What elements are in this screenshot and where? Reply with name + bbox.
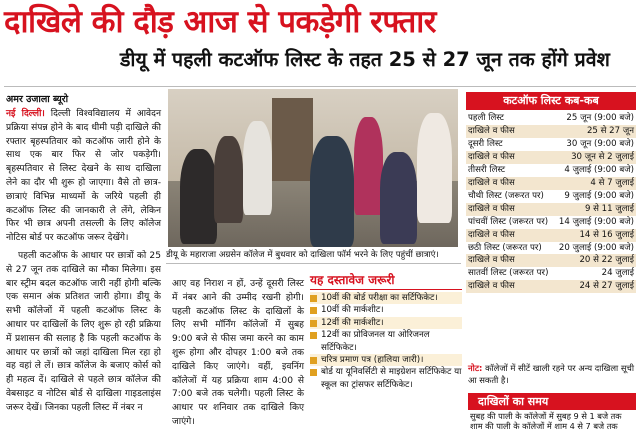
bullet-icon (310, 369, 317, 376)
table-row: दाखिले व फीस 14 से 16 जुलाई (468, 229, 634, 240)
article-column-1 (6, 108, 161, 246)
dateline: नई दिल्ली। (6, 109, 45, 119)
byline: अमर उजाला ब्यूरो (6, 94, 69, 105)
article-paragraph-1: दिल्ली विश्वविद्यालय में आवेदन प्रक्रिया संपन्न होने के बाद धीमी पड़ी दाखिले की रफ्तार बृहस्पतिवार को कटऑफ जारी होने के साथ एक बार फिर से जोर पकड़ेगी। बृहस्पतिवार से लिस्ट देखने के साथ दाखिला लेने का दौर भी शुरू हो जाएगा। वैसे तो छात्र-छात्राएं विभिन्न माध्यमों के जरिये पहली ही कटऑफ लिस्ट की जानकारी ले लेंगे, लेकिन फिर भी छात्र अपनी तसल्ली के लिए कॉलेज नोटिस बोर्ड पर कटऑफ जरूर देखेंगे। (6, 109, 161, 244)
admission-evening: शाम की पाली के कॉलेजों में शाम 4 से 7 बजे तक (470, 421, 618, 431)
table-row: पांचवीं लिस्ट (जरूरत पर) 14 जुलाई (9:00 बजे) (468, 216, 634, 227)
photo-student (417, 113, 452, 224)
photo-student (243, 121, 272, 216)
document-item: 10वीं की बोर्ड परीक्षा का सर्टिफिकेट। (310, 292, 462, 304)
cutoff-note (468, 362, 636, 386)
document-item: चरित्र प्रमाण पत्र (हालिया जारी)। (310, 354, 462, 366)
students-photo (168, 89, 458, 247)
cutoff-box-title: कटऑफ लिस्ट कब-कब (466, 92, 636, 110)
cutoff-table (466, 112, 636, 293)
bullet-icon (310, 295, 317, 302)
photo-student (180, 149, 218, 244)
table-row: दाखिले व फीस 24 से 27 जुलाई (468, 281, 634, 292)
table-row: चौथी लिस्ट (जरूरत पर) 9 जुलाई (9:00 बजे) (468, 190, 634, 201)
table-row: दूसरी लिस्ट 30 जून (9:00 बजे) (468, 138, 634, 149)
table-row: पहली लिस्ट 25 जून (9:00 बजे) (468, 113, 634, 123)
table-row: दाखिले व फीस 30 जून से 2 जुलाई (468, 151, 634, 162)
header-divider (4, 86, 636, 87)
document-item: 12वीं की मार्कशीट। (310, 317, 462, 329)
article-column-1-continued (6, 250, 161, 426)
admission-morning: सुबह की पाली के कॉलेजों में सुबह 9 से 1 बजे तक (470, 411, 622, 421)
admission-time-title: दाखिलों का समय (468, 393, 636, 410)
photo-door (272, 98, 313, 180)
photo-student (354, 117, 383, 215)
table-row: दाखिले व फीस 20 से 22 जुलाई (468, 255, 634, 266)
table-row: दाखिले व फीस 9 से 11 जुलाई (468, 203, 634, 214)
bullet-icon (310, 307, 317, 314)
photo-caption: डीयू के महाराजा अग्रसेन कॉलेज में बुधवार को दाखिला फॉर्म भरने के लिए पहुंचीं छात्राएं। (166, 250, 439, 260)
document-item: 10वीं की मार्कशीट। (310, 304, 462, 316)
admission-time-list (470, 411, 636, 431)
note-text: कॉलेजों में सीटें खाली रहने पर अन्य दाखिला सूची आ सकती है। (468, 363, 635, 385)
documents-title: यह दस्तावेज जरूरी (310, 271, 462, 290)
table-row: सातवीं लिस्ट (जरूरत पर) 24 जुलाई (468, 268, 634, 279)
subheadline: डीयू में पहली कटऑफ लिस्ट के तहत 25 से 27 जून तक होंगे प्रवेश (120, 48, 610, 71)
document-item: 12वीं का प्रोविजनल या ओरिजनल सर्टिफिकेट। (310, 329, 462, 354)
note-label: नोट: (468, 363, 483, 373)
table-row: तीसरी लिस्ट 4 जुलाई (9:00 बजे) (468, 164, 634, 175)
document-item: बोर्ड या यूनिवर्सिटी से माइग्रेशन सर्टिफिकेट या स्कूल का ट्रांसफर सर्टिफिकेट। (310, 366, 462, 391)
documents-list (310, 292, 462, 391)
headline: दाखिले की दौड़ आज से पकड़ेगी रफ्तार (4, 4, 436, 40)
table-row: दाखिले व फीस 25 से 27 जून (468, 125, 634, 136)
bullet-icon (310, 357, 317, 364)
photo-student (310, 136, 354, 247)
bullet-icon (310, 320, 317, 327)
photo-student (380, 152, 418, 244)
table-row: छठी लिस्ट (जरूरत पर) 20 जुलाई (9:00 बजे) (468, 242, 634, 253)
bullet-icon (310, 332, 317, 339)
caption-divider (166, 263, 461, 264)
article-paragraph-2: पहली कटऑफ के आधार पर छात्रों को 25 से 27 जून तक दाखिले का मौका मिलेगा। इस बार स्ट्रीम बदल कटऑफ जारी नहीं होगी बल्कि एक समान अंक प्रतिशत जारी होगा। डीयू के सभी कॉलेजों में पहली कटऑफ लिस्ट के आधार पर दाखिलों के लिए शुरू हो रही प्रक्रिया में प्रशासन की सलाह है कि पहली कटऑफ के आधार पर छात्रों को जहां दाखिला मिल रहा हो वह वहां ले लें। छात्र कॉलेज के बजाए कोर्स को ही महत्व दें। दाखिले से पहले छात्र कॉलेज की वेबसाइट व नोटिस बोर्ड से दाखिला गाइडलाइंस जरूर देखें। जिनका पहली लिस्ट में नंबर न (6, 251, 161, 413)
article-column-2: आए वह निराश न हों, उन्हें दूसरी लिस्ट में नंबर आने की उम्मीद रखनी होगी। पहली कटऑफ लिस्ट के दाखिलों के लिए सभी मॉर्निंग कॉलेजों में सुबह 9:00 बजे से फीस जमा करने का काम शुरू होगा और दोपहर 1:00 बजे तक दाखिले किए जाएंगे। वहीं, इवनिंग कॉलेजों में यह प्रक्रिया शाम 4:00 से 7:00 बजे तक चलेगी। पहली लिस्ट के आधार पर शनिवार तक दाखिले किए जाएंगे। (172, 279, 304, 427)
photo-student (214, 136, 243, 223)
table-row: दाखिले व फीस 4 से 7 जुलाई (468, 177, 634, 188)
